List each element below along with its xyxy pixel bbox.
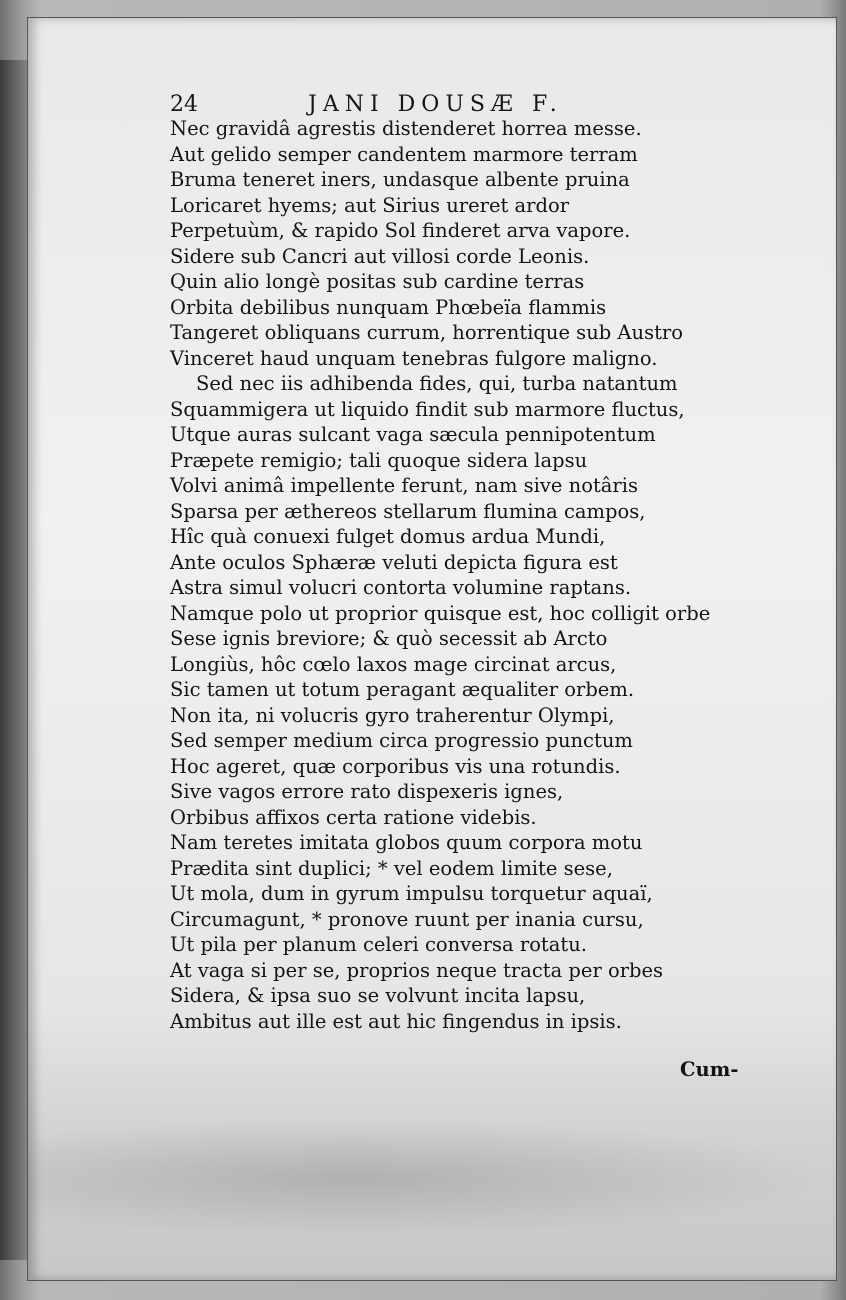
verse-line: Squammigera ut liquido findit sub marmore fluctus, [170,397,685,421]
verse-line: Loricaret hyems; aut Sirius ureret ardor [170,193,570,217]
verse-line: Prædita sint duplici; * vel eodem limite sese, [170,856,613,880]
running-head: JANI DOUSÆ F. [308,92,563,117]
verse-line: Sese ignis breviore; & quò secessit ab Arcto [170,627,608,650]
verse-line: Volvi animâ impellente ferunt, nam sive notâris [170,474,638,497]
verse-line: Perpetuùm, & rapido Sol finderet arva vapore. [170,219,631,242]
verse-text [170,116,770,1034]
verse-line: Ut mola, dum in gyrum impulsu torquetur aquaï, [170,882,653,905]
verse-line: Nec gravidâ agrestis distenderet horrea messe. [170,117,642,140]
verse-line: Sed semper medium circa progressio punctum [170,729,633,752]
verse-line: Namque polo ut proprior quisque est, hoc colligit orbe [170,601,711,625]
verse-line: Sive vagos errore rato dispexeris ignes, [170,780,564,803]
verse-line: Sparsa per æthereos stellarum flumina campos, [170,499,646,523]
verse-line: Ambitus aut ille est aut hic fingendus in ipsis. [170,1009,622,1033]
verse-line: Hîc quà conuexi fulget domus ardua Mundi, [170,525,606,548]
verse-line: Ut pila per planum celeri conversa rotatu. [170,933,587,956]
verse-line: Vinceret haud unquam tenebras fulgore maligno. [170,346,658,370]
verse-line: Tangeret obliquans currum, horrentique sub Austro [170,321,683,344]
verse-line: Quin alio longè positas sub cardine terras [170,270,585,293]
verse-line: Orbita debilibus nunquam Phœbeïa flammis [170,295,607,319]
verse-line: Astra simul volucri contorta volumine raptans. [170,576,632,599]
page-number: 24 [170,92,198,117]
verse-line: Sed nec iis adhibenda fides, qui, turba natantum [196,372,678,395]
verse-line: Sidere sub Cancri aut villosi corde Leonis. [170,244,590,268]
verse-line: Longiùs, hôc cœlo laxos mage circinat arcus, [170,652,617,676]
verse-line: Nam teretes imitata globos quum corpora motu [170,831,643,854]
verse-line: Aut gelido semper candentem marmore terram [170,142,638,166]
verse-line: Orbibus affixos certa ratione videbis. [170,805,537,829]
catchword: Cum- [680,1058,739,1081]
verse-line: Hoc ageret, quæ corporibus vis una rotundis. [170,754,621,778]
verse-line: Bruma teneret iners, undasque albente pruina [170,168,630,191]
book-spine [0,60,30,1260]
verse-line: Præpete remigio; tali quoque sidera lapsu [170,448,588,472]
verse-line: Circumagunt, * pronove ruunt per inania cursu, [170,907,644,931]
verse-line: Ante oculos Sphæræ veluti depicta figura est [170,550,618,574]
verse-line: Sic tamen ut totum peragant æqualiter orbem. [170,678,635,701]
verse-line: Utque auras sulcant vaga sæcula pennipotentum [170,423,656,446]
verse-line: At vaga si per se, proprios neque tracta per orbes [170,958,664,982]
verse-line: Sidera, & ipsa suo se volvunt incita lapsu, [170,984,586,1007]
verse-line: Non ita, ni volucris gyro traherentur Olympi, [170,703,615,727]
